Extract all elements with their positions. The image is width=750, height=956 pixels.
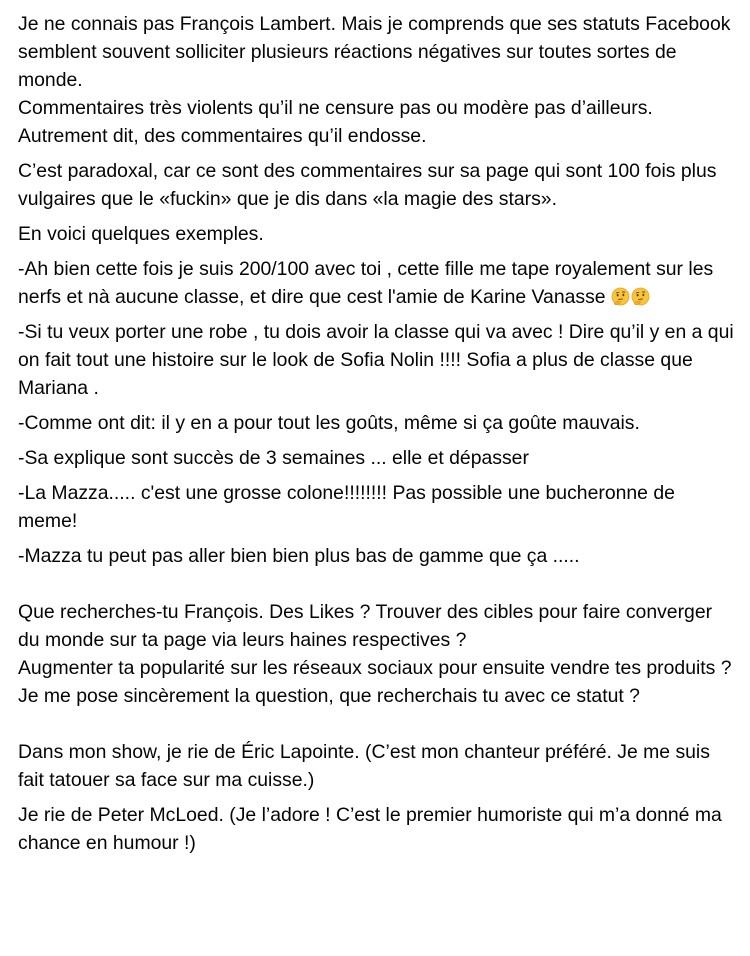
quote-item-5: -La Mazza..... c'est une grosse colone!!!!!!!! Pas possible une bucheronne de meme! bbox=[18, 482, 675, 532]
question-line-1: Que recherches-tu François. Des Likes ? Trouver des cibles pour faire converger du monde sur ta page via leurs haines respectives ? bbox=[18, 601, 713, 651]
thinking-face-icon bbox=[631, 287, 650, 306]
quote-item-3: -Comme ont dit: il y en a pour tout les goûts, même si ça goûte mauvais. bbox=[18, 412, 640, 434]
quote-item-6: -Mazza tu peut pas aller bien bien plus bas de gamme que ça ..... bbox=[18, 545, 580, 567]
thinking-face-icon bbox=[611, 287, 630, 306]
quote-item-4: -Sa explique sont succès de 3 semaines ... elle et dépasser bbox=[18, 447, 529, 469]
question-line-3: Je me pose sincèrement la question, que recherchais tu avec ce statut ? bbox=[18, 685, 640, 707]
intro-paragraph bbox=[18, 10, 736, 150]
intro-line-1: Je ne connais pas François Lambert. Mais je comprends que ses statuts Facebook semblent souvent solliciter plusieurs réactions négatives sur toutes sortes de monde. bbox=[18, 13, 731, 91]
post-body bbox=[18, 10, 736, 857]
show-paragraph: Dans mon show, je rie de Éric Lapointe. (C’est mon chanteur préféré. Je me suis fait tatouer sa face sur ma cuisse.) bbox=[18, 741, 710, 791]
paradox-paragraph: C’est paradoxal, car ce sont des commentaires sur sa page qui sont 100 fois plus vulgaires que le «fuckin» que je dis dans «la magie des stars». bbox=[18, 160, 717, 210]
peter-paragraph: Je rie de Peter McLoed. (Je l’adore ! C’est le premier humoriste qui m’a donné ma chance en humour !) bbox=[18, 804, 722, 854]
quote-item-1 bbox=[18, 255, 736, 311]
quote-item-2: -Si tu veux porter une robe , tu dois avoir la classe qui va avec ! Dire qu’il y en a qui on fait tout une histoire sur le look de Sofia Nolin !!!! Sofia a plus de classe que Mariana . bbox=[18, 321, 734, 399]
question-line-2: Augmenter ta popularité sur les réseaux sociaux pour ensuite vendre tes produits ? bbox=[18, 657, 732, 679]
intro-line-2: Commentaires très violents qu’il ne censure pas ou modère pas d’ailleurs. Autrement dit, des commentaires qu’il endosse. bbox=[18, 97, 653, 147]
questions-paragraph bbox=[18, 598, 736, 710]
examples-intro: En voici quelques exemples. bbox=[18, 223, 264, 245]
quote-text: -Ah bien cette fois je suis 200/100 avec toi , cette fille me tape royalement sur les nerfs et nà aucune classe, et dire que cest l'amie de Karine Vanasse bbox=[18, 258, 714, 308]
